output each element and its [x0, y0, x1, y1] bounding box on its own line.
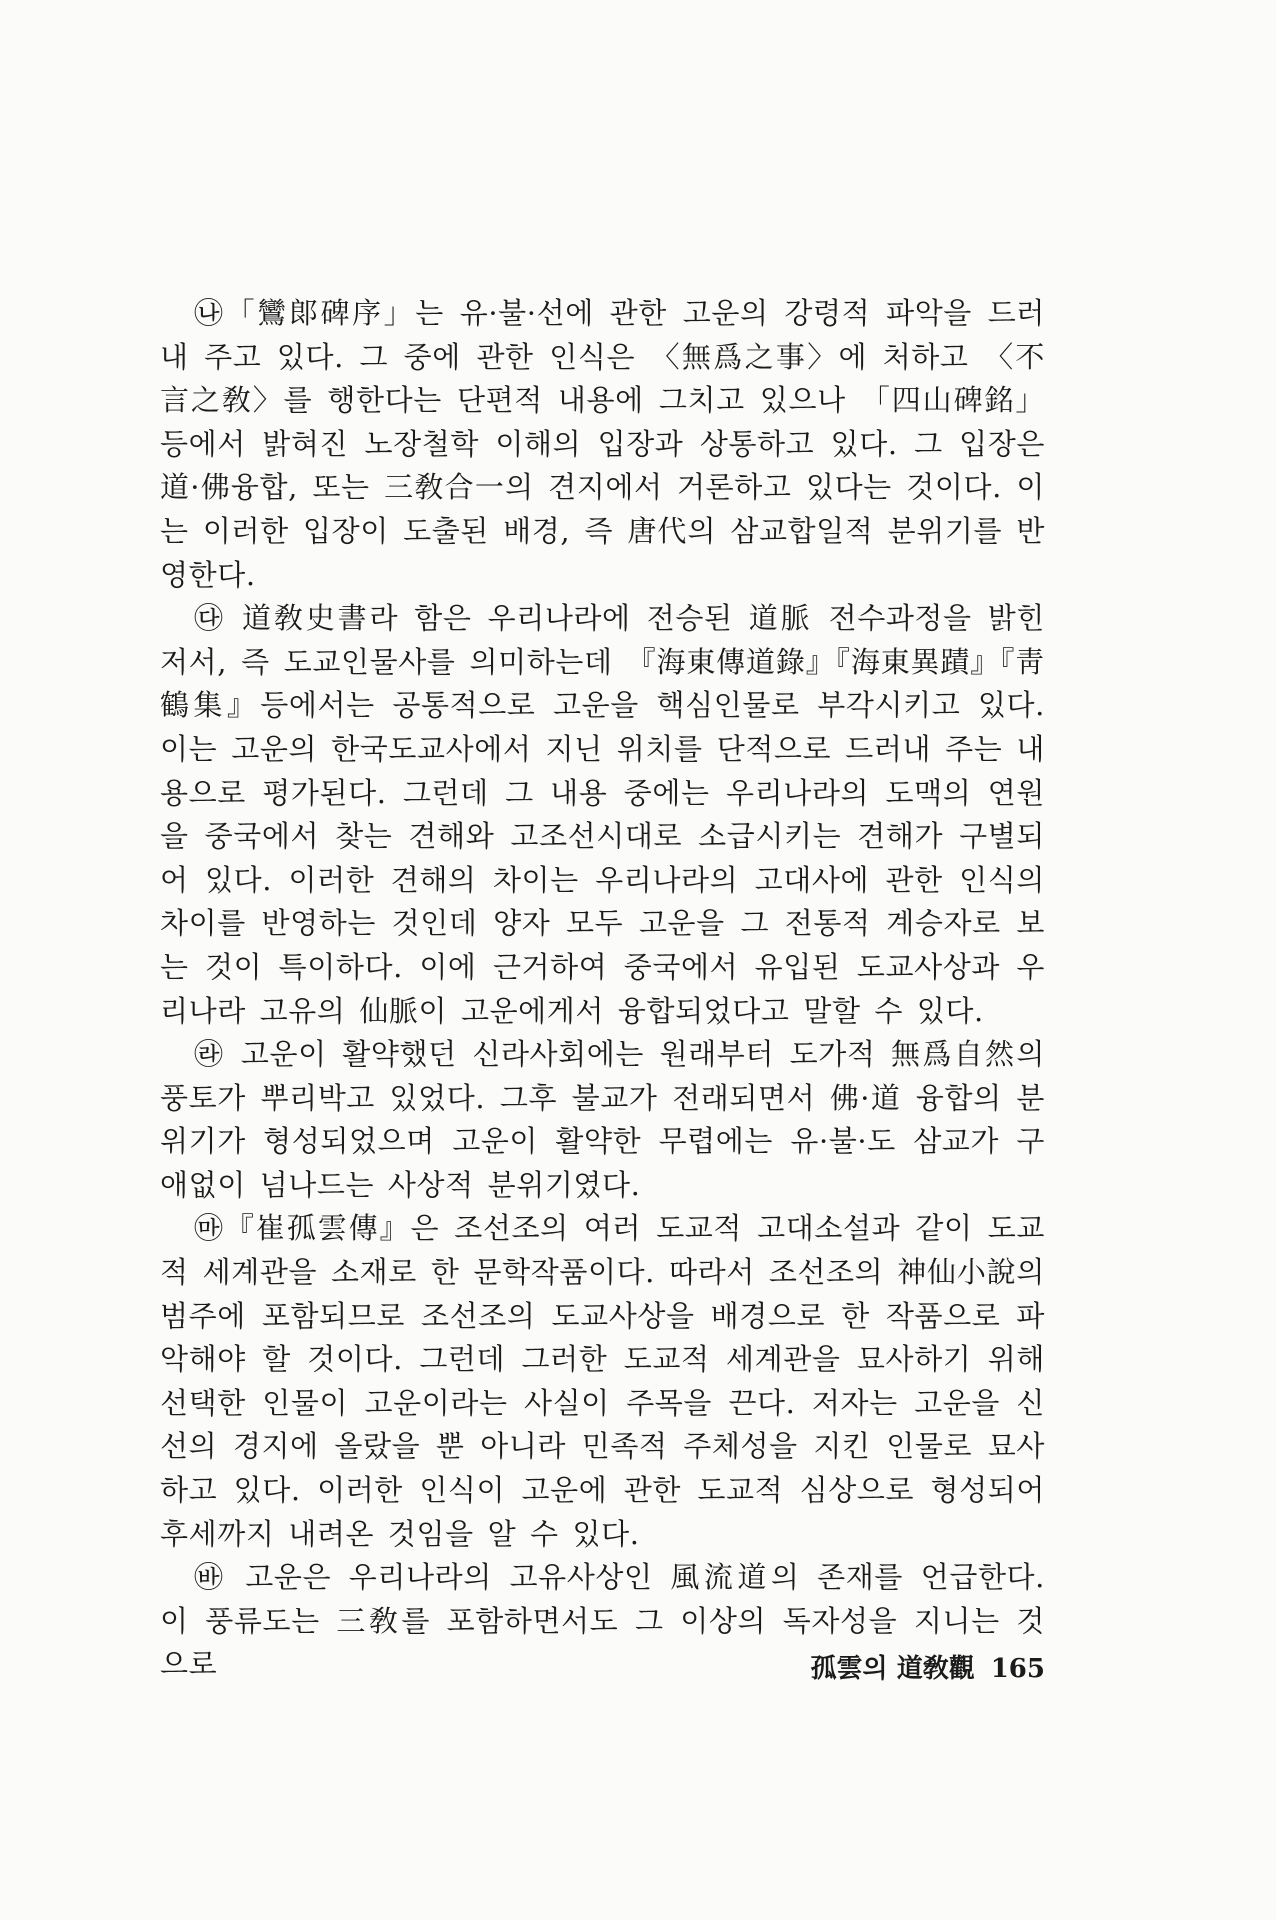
paragraph-4: ㉲『崔孤雲傳』은 조선조의 여러 도교적 고대소설과 같이 도교적 세계관을 소재로 한 문학작품이다. 따라서 조선조의 神仙小說의 범주에 포함되므로 조선조의 도교사상을 배경으로 한 작품으로 파악해야 할 것이다. 그런데 그러한 도교적 세계관을 묘사하기 위해 선택한 인물이 고운이라는 사실이 주목을 끈다. 저자는 고운을 신선의 경지에 올랐을 뿐 아니라 민족적 주체성을 지킨 인물로 묘사하고 있다. 이러한 인식이 고운에 관한 도교적 심상으로 형성되어 후세까지 내려온 것임을 알 수 있다.: [160, 1211, 1045, 1551]
paragraph-2: ㉰ 道敎史書라 함은 우리나라에 전승된 道脈 전수과정을 밝힌 저서, 즉 도교인물사를 의미하는데 『海東傳道錄』『海東異蹟』『靑鶴集』등에서는 공통적으로 고운을 핵심인물로 부각시키고 있다. 이는 고운의 한국도교사에서 지닌 위치를 단적으로 드러내 주는 내용으로 평가된다. 그런데 그 내용 중에는 우리나라의 도맥의 연원을 중국에서 찾는 견해와 고조선시대로 소급시키는 견해가 구별되어 있다. 이러한 견해의 차이는 우리나라의 고대사에 관한 인식의 차이를 반영하는 것인데 양자 모두 고운을 그 전통적 계승자로 보는 것이 특이하다. 이에 근거하여 중국에서 유입된 도교사상과 우리나라 고유의 仙脈이 고운에게서 융합되었다고 말할 수 있다.: [160, 601, 1045, 1028]
running-title: 孤雲의 道敎觀: [810, 1654, 975, 1684]
paragraph-5: ㉳ 고운은 우리나라의 고유사상인 風流道의 존재를 언급한다. 이 풍류도는 三敎를 포함하면서도 그 이상의 독자성을 지니는 것으로: [160, 1560, 1045, 1682]
page-footer: [760, 1648, 1045, 1685]
paragraph-1: ㉯「鸞郞碑序」는 유·불·선에 관한 고운의 강령적 파악을 드러내 주고 있다. 그 중에 관한 인식은 〈無爲之事〉에 처하고 〈不言之敎〉를 행한다는 단편적 내용에 그치고 있으나 「四山碑銘」등에서 밝혀진 노장철학 이해의 입장과 상통하고 있다. 그 입장은 道·佛융합, 또는 三敎合一의 견지에서 거론하고 있다는 것이다. 이는 이러한 입장이 도출된 배경, 즉 唐代의 삼교합일적 분위기를 반영한다.: [160, 296, 1045, 592]
page-number: 165: [990, 1654, 1045, 1684]
body-text: [160, 292, 1045, 1687]
paragraph-3: ㉱ 고운이 활약했던 신라사회에는 원래부터 도가적 無爲自然의 풍토가 뿌리박고 있었다. 그후 불교가 전래되면서 佛·道 융합의 분위기가 형성되었으며 고운이 활약한 무렵에는 유·불·도 삼교가 구애없이 넘나드는 사상적 분위기였다.: [160, 1037, 1045, 1202]
